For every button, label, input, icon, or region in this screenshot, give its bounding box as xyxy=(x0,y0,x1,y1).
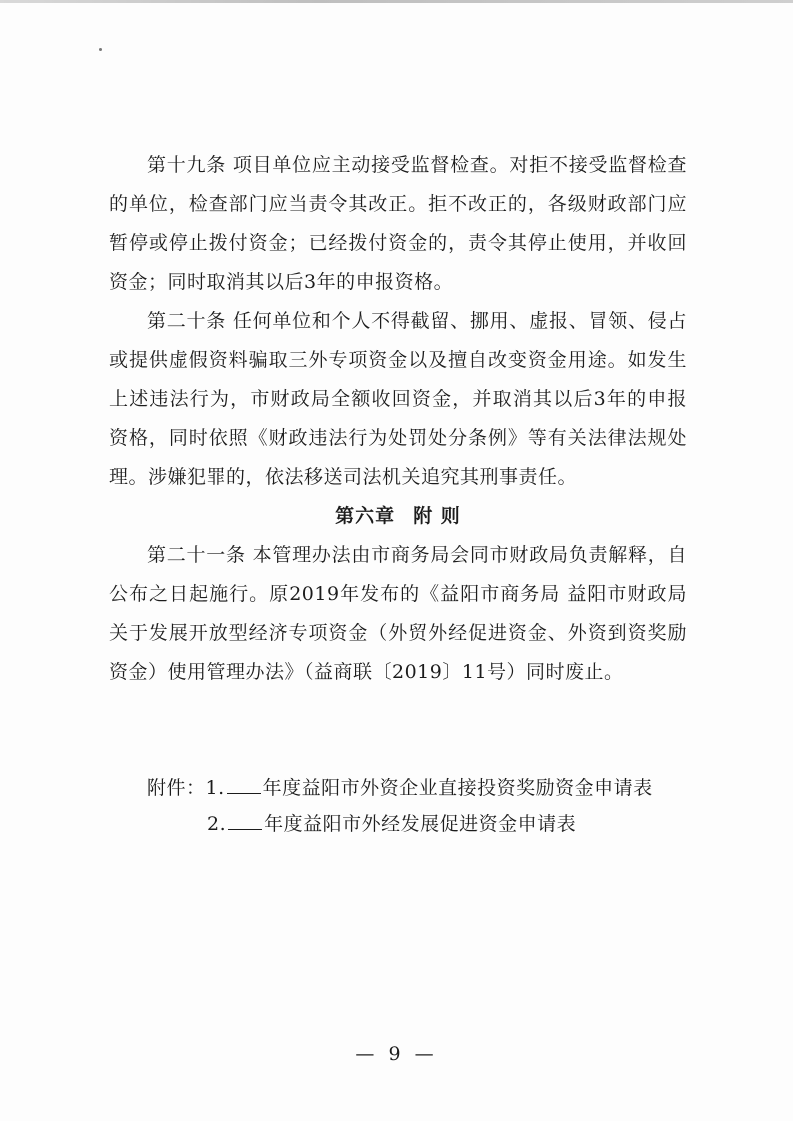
page-number: — 9 — xyxy=(355,1043,438,1065)
attachments-prefix: 附件： xyxy=(147,777,206,799)
year-blank-line xyxy=(228,811,262,830)
article-20-paragraph: 第二十条 任何单位和个人不得截留、挪用、虚报、冒领、侵占或提供虚假资料骗取三外专项资金以及擅自改变资金用途。如发生上述违法行为，市财政局全额收回资金，并取消其以后3年的申报资格，同时依照《财政违法行为处罚处分条例》等有关法律法规处理。涉嫌犯罪的，依法移送司法机关追究其刑事责任。 xyxy=(109,310,687,488)
attachments-list xyxy=(147,770,687,842)
article-21-paragraph: 第二十一条 本管理办法由市商务局会同市财政局负责解释，自公布之日起施行。原2019年发布的《益阳市商务局 益阳市财政局关于发展开放型经济专项资金（外贸外经促进资金、外资到资奖励资金）使用管理办法》（益商联〔2019〕11号）同时废止。 xyxy=(109,544,687,683)
chapter-title: 附 则 xyxy=(413,505,461,527)
attachment-item xyxy=(147,806,687,842)
attachment-number: 2. xyxy=(207,813,227,835)
attachment-item xyxy=(147,770,687,806)
attachment-title: 年度益阳市外经发展促进资金申请表 xyxy=(264,813,577,835)
attachment-number: 1. xyxy=(205,777,225,799)
attachment-title: 年度益阳市外资企业直接投资奖励资金申请表 xyxy=(262,777,653,799)
year-blank-line xyxy=(227,775,261,794)
scan-speck xyxy=(99,48,102,51)
article-19-paragraph: 第十九条 项目单位应主动接受监督检查。对拒不接受监督检查的单位，检查部门应当责令其改正。拒不改正的，各级财政部门应暂停或停止拨付资金；已经拨付资金的，责令其停止使用，并收回资金；同时取消其以后3年的申报资格。 xyxy=(109,154,687,293)
chapter-heading xyxy=(109,497,687,536)
document-body xyxy=(109,146,687,692)
chapter-number: 第六章 xyxy=(335,505,396,527)
scan-top-edge xyxy=(0,0,793,3)
